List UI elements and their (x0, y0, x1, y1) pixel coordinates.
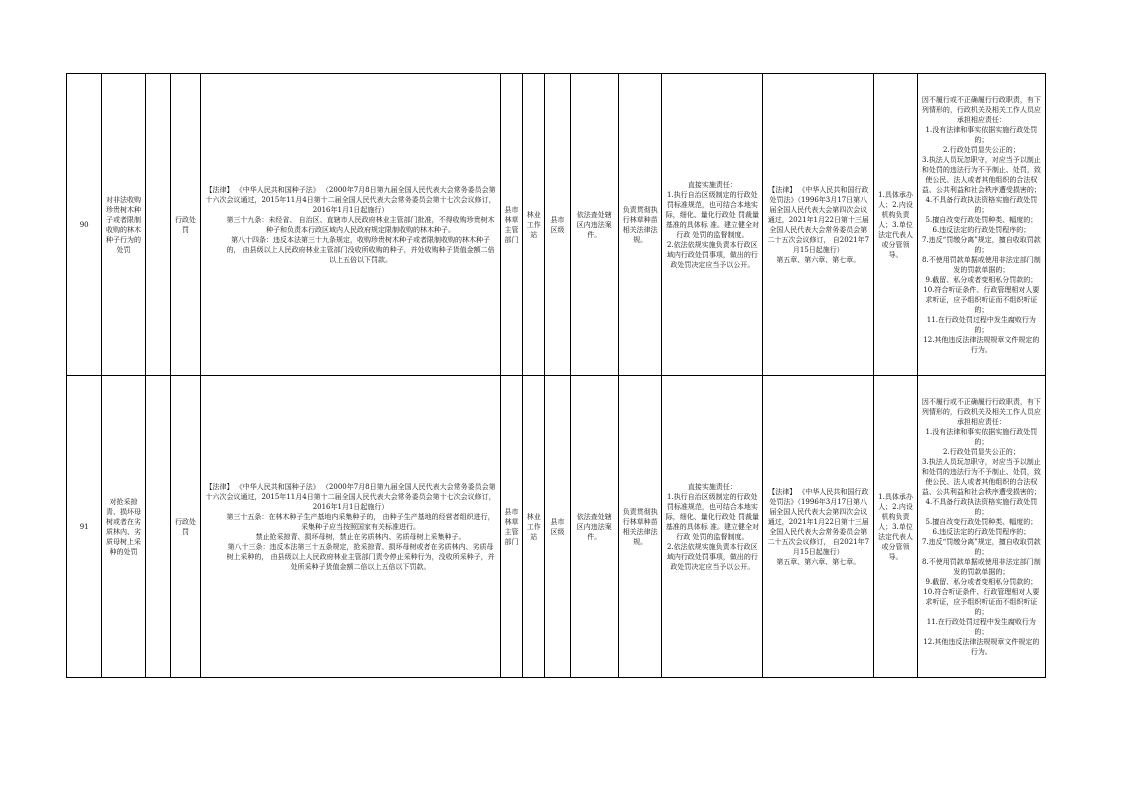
duty-item: 2.行政处罚显失公正的； (943, 145, 1020, 154)
table-row (67, 376, 1046, 678)
accountability-law: 【法律】 《中华人民共和国行政处罚法》（1996年3月17日第八届全国人民代表大会第四次会议通过，2021年1月22日第十三届全国人民代表大会常务委员会第二十五次会议修订， 自2021年7月15日起施行） (767, 487, 870, 556)
responsibility-item: 1.执行自治区级制定的行政处罚标准规范，也可结合本地实际，细化、量化行政处 罚裁量基准的具体标 准。建立健全对行政 处罚的监督制度。 (665, 492, 759, 541)
row-number: 91 (67, 376, 102, 678)
legal-basis (201, 74, 501, 376)
duty-item: 2.行政处罚显失公正的； (943, 447, 1020, 456)
responsible-subject: 1.具体承办人；2.内设机构负责人；3.单位法定代表人或分管领导。 (874, 74, 917, 376)
duty-item: 12.其他违反法律法规规章文件规定的行为。 (923, 335, 1040, 354)
duty-item: 11.在行政处罚过程中发生腐败行为的； (926, 315, 1036, 334)
accountability-cases (917, 74, 1045, 376)
responsible-subject: 1.具体承办人；2.内设机构负责人；3.单位法定代表人或分管领导。 (874, 376, 917, 678)
item-name: 对抢采掠青、损坏母树或者在劣质林内、劣质母树上采种的处罚 (102, 376, 145, 678)
responsibility-title: 直接实施责任： (687, 482, 737, 491)
sub-item (145, 74, 170, 376)
basis-law: 【法律】 《中华人民共和国种子法》 （2000年7月8日第九届全国人民代表大会常务委员会第十六次会议通过，2015年11月4日第十二届全国人民代表大会常务委员会第十七次会议修订，2016年1月1日起施行） (205, 185, 496, 214)
duty-intro: 因不履行或不正确履行行政职责，有下列情形的，行政机关及相关工作人员应承担相应责任： (921, 95, 1041, 124)
accountability-chapters: 第五章、第六章、第七章。 (776, 255, 861, 264)
item-name: 对非法收购珍贵树木种子或者限制收购的林木种子行为的处罚 (102, 74, 145, 376)
power-type: 行政处罚 (170, 74, 200, 376)
duty-item: 5.擅自改变行政处罚种类、幅度的； (925, 517, 1038, 526)
enforcing-department: 县市林草主管部门 (500, 376, 522, 678)
department-role: 负责贯彻执行林草种苗相关法律法规。 (619, 74, 662, 376)
responsibility (662, 74, 763, 376)
accountability-cases (917, 376, 1045, 678)
basis-article: 第八十三条：违反本法第三十五条规定，抢采掠青、损坏母树或者在劣质林内、劣质母树上采种的， 由县级以上人民政府林业主管部门责令停止采种行为，没收所采种子，并处所采种子货值金额二倍以上五倍以下罚款。 (226, 542, 495, 571)
sub-item (145, 376, 170, 678)
responsibility-item: 1.执行自治区级制定的行政处罚标准规范，也可结合本地实际，细化、量化行政处 罚裁量基准的具体标 准。建立健全对行政 处罚的监督制度。 (665, 190, 759, 239)
basis-law: 【法律】 《中华人民共和国种子法》 （2000年7月8日第九届全国人民代表大会常务委员会第十六次会议通过，2015年11月4日第十二届全国人民代表大会常务委员会第十七次会议修订，2016年1月1日起施行） (205, 482, 496, 511)
duty-item: 11.在行政处罚过程中发生腐败行为的； (926, 617, 1036, 636)
enforcing-department: 县市林草主管部门 (500, 74, 522, 376)
department-role: 负责贯彻执行林草种苗相关法律法规。 (619, 376, 662, 678)
duty-item: 4.不具备行政执法资格实施行政处罚的； (925, 497, 1038, 516)
responsibility-item: 2.依法依规实施负责本行政区域内行政处罚事项，做出的行政处罚决定应当予以公开。 (666, 542, 758, 571)
basis-article: 第三十九条：未经省、 自治区、直辖市人民政府林业主管部门批准，不得收购珍贵树木种子和负责本行政区域内人民政府规定限制收购的林木种子。 (226, 215, 495, 234)
basis-article: 第八十四条：违反本法第三十九条规定，收购珍贵树木种子或者限制收购的林木种子的， 由县级以上人民政府林业主管部门没收所收购的种子，并处收购种子货值金额二倍以上五倍以下罚款。 (226, 235, 495, 264)
accountability-basis (763, 376, 874, 678)
administrative-level: 县市区级 (545, 376, 570, 678)
duty-item: 7.违反“罚缴分离”规定，擅自收取罚款的； (921, 537, 1041, 556)
duty-item: 6.违反法定的行政处罚程序的； (932, 527, 1031, 536)
basis-article: 禁止抢采掠青、损坏母树，禁止在劣质林内、劣质母树上采集种子。 (255, 532, 466, 541)
enforcement-scope: 依法查处辖区内违法案件。 (570, 74, 618, 376)
duty-item: 9.截留、私分或者变相私分罚款的； (925, 577, 1038, 586)
duty-item: 1.没有法律和事实依据实施行政处罚的； (925, 427, 1038, 446)
duty-item: 4.不具备行政执法资格实施行政处罚的； (925, 195, 1038, 214)
row-number: 90 (67, 74, 102, 376)
duty-item: 12.其他违反法律法规规章文件规定的行为。 (923, 637, 1040, 656)
duty-item: 10.符合听证条件、行政管理相对人要求听证，应予组织听证而不组织听证的； (923, 285, 1040, 314)
duty-item: 3.执法人员玩忽职守，对应当予以制止和处罚的违法行为不予制止、处罚，致使公民、法人或者其他组织的合法权益、公共利益和社会秩序遭受损害的； (921, 457, 1041, 496)
duty-intro: 因不履行或不正确履行行政职责，有下列情形的，行政机关及相关工作人员应承担相应责任： (921, 397, 1041, 426)
responsibility (662, 376, 763, 678)
duty-item: 8.不使用罚款单据或使用非法定部门制发的罚款单据的； (922, 255, 1041, 274)
administrative-level: 县市区级 (545, 74, 570, 376)
basis-article: 第三十五条：在林木种子生产基地内采集种子的， 由种子生产基地的经营者组织进行，采集种子应当按照国家有关标准进行。 (226, 512, 495, 531)
duty-item: 9.截留、私分或者变相私分罚款的； (925, 275, 1038, 284)
accountability-basis (763, 74, 874, 376)
enforcement-scope: 依法查处辖区内违法案件。 (570, 376, 618, 678)
power-list-table (66, 73, 1046, 678)
responsibility-item: 2.依法依规实施负责本行政区域内行政处罚事项，做出的行政处罚决定应当予以公开。 (666, 240, 758, 269)
duty-item: 1.没有法律和事实依据实施行政处罚的； (925, 125, 1038, 144)
duty-item: 10.符合听证条件、行政管理相对人要求听证，应予组织听证而不组织听证的； (923, 587, 1040, 616)
duty-item: 3.执法人员玩忽职守，对应当予以制止和处罚的违法行为不予制止、处罚，致使公民、法人或者其他组织的合法权益、公共利益和社会秩序遭受损害的； (921, 155, 1041, 194)
legal-basis (201, 376, 501, 678)
responsibility-title: 直接实施责任： (687, 180, 737, 189)
accountability-law: 【法律】 《中华人民共和国行政处罚法》（1996年3月17日第八届全国人民代表大会第四次会议通过，2021年1月22日第十三届全国人民代表大会常务委员会第二十五次会议修订， 自2021年7月15日起施行） (767, 185, 870, 254)
duty-item: 5.擅自改变行政处罚种类、幅度的； (925, 215, 1038, 224)
duty-item: 8.不使用罚款单据或使用非法定部门制发的罚款单据的； (922, 557, 1041, 576)
duty-item: 6.违反法定的行政处罚程序的； (932, 225, 1031, 234)
accountability-chapters: 第五章、第六章、第七章。 (776, 557, 861, 566)
implementing-unit: 林业工作站 (523, 376, 545, 678)
table-row (67, 74, 1046, 376)
power-type: 行政处罚 (170, 376, 200, 678)
duty-item: 7.违反“罚缴分离”规定，擅自收取罚款的； (921, 235, 1041, 254)
implementing-unit: 林业工作站 (523, 74, 545, 376)
